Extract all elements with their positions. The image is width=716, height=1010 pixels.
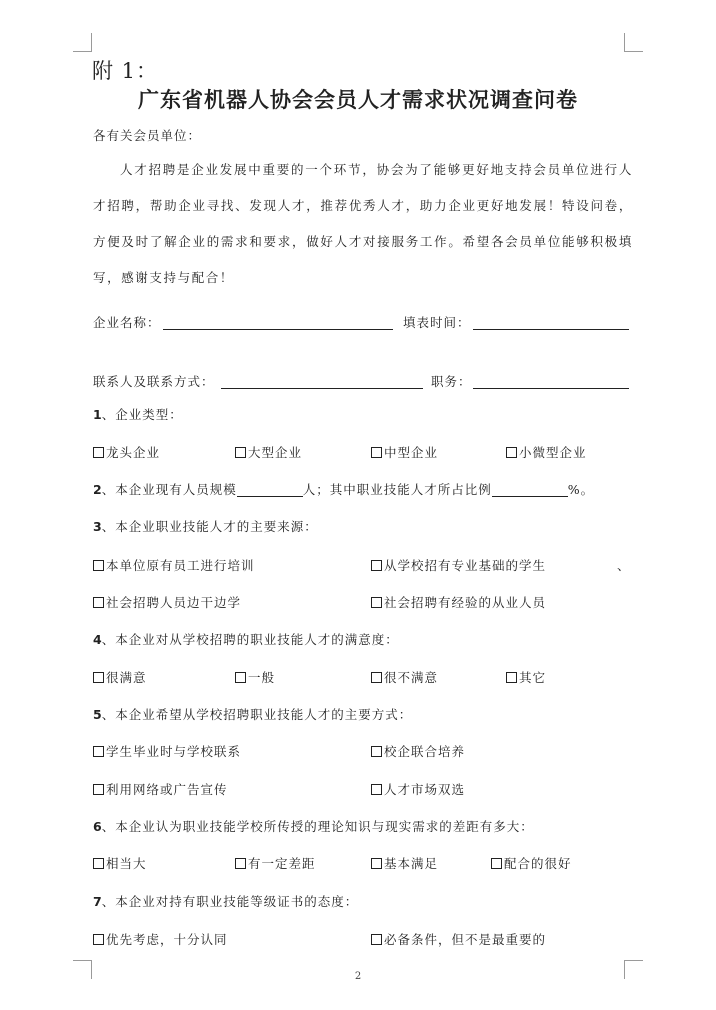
page-number: 2 [354,971,362,982]
checkbox[interactable] [506,672,517,683]
question-5: 5、本企业希望从学校招聘职业技能人才的主要方式： [93,707,413,722]
skilled-ratio-field[interactable] [492,484,568,497]
company-name-field[interactable] [163,317,393,330]
q4-option-1[interactable]: 很满意 [93,668,147,686]
checkbox[interactable] [93,672,104,683]
checkbox[interactable] [371,784,382,795]
fill-time-label: 填表时间： [403,315,471,330]
company-name-label: 企业名称： [93,315,161,330]
checkbox[interactable] [371,746,382,757]
checkbox[interactable] [93,447,104,458]
q3-option-2[interactable]: 从学校招有专业基础的学生 [371,556,546,574]
q7-option-1[interactable]: 优先考虑，十分认同 [93,930,228,948]
question-4: 4、本企业对从学校招聘的职业技能人才的满意度： [93,632,399,647]
checkbox[interactable] [93,858,104,869]
checkbox[interactable] [93,597,104,608]
checkbox[interactable] [371,447,382,458]
q3-option-4[interactable]: 社会招聘有经验的从业人员 [371,593,546,611]
checkbox[interactable] [93,746,104,757]
contact-field[interactable] [221,376,423,389]
crop-mark-top-right [624,33,643,52]
checkbox[interactable] [235,447,246,458]
q1-option-3[interactable]: 中型企业 [371,443,438,461]
contact-info-row [93,372,633,392]
checkbox[interactable] [371,934,382,945]
q6-option-3[interactable]: 基本满足 [371,854,438,872]
salutation: 各有关会员单位： [93,128,202,143]
q5-option-2[interactable]: 校企联合培养 [371,742,465,760]
checkbox[interactable] [491,858,502,869]
checkbox[interactable] [371,672,382,683]
q3-option-1[interactable]: 本单位原有员工进行培训 [93,556,255,574]
checkbox[interactable] [93,934,104,945]
question-3: 3、本企业职业技能人才的主要来源： [93,519,318,534]
question-1: 1、企业类型： [93,407,183,422]
q6-option-4[interactable]: 配合的很好 [491,854,572,872]
intro-paragraph: 人才招聘是企业发展中重要的一个环节，协会为了能够更好地支持会员单位进行人才招聘，帮助企业寻找、发现人才，推荐优秀人才，助力企业更好地发展！特设问卷，方便及时了解企业的需求和要求，做好人才对接服务工作。希望各会员单位能够积极填写，感谢支持与配合！ [93,162,633,285]
checkbox[interactable] [235,672,246,683]
checkbox[interactable] [371,560,382,571]
q5-option-3[interactable]: 利用网络或广告宣传 [93,780,228,798]
q5-option-1[interactable]: 学生毕业时与学校联系 [93,742,241,760]
q4-option-2[interactable]: 一般 [235,668,275,686]
q6-option-1[interactable]: 相当大 [93,854,147,872]
staff-size-field[interactable] [237,484,303,497]
q6-option-2[interactable]: 有一定差距 [235,854,316,872]
document-title: 广东省机器人协会会员人才需求状况调查问卷 [138,87,578,112]
q7-option-2[interactable]: 必备条件，但不是最重要的 [371,930,546,948]
q3-option-3[interactable]: 社会招聘人员边干边学 [93,593,241,611]
q1-option-2[interactable]: 大型企业 [235,443,302,461]
question-2: 2、本企业现有人员规模 人；其中职业技能人才所占比例 %。 [93,482,595,497]
annex-label: 附 1： [92,59,159,83]
question-7: 7、本企业对持有职业技能等级证书的态度： [93,894,359,909]
checkbox[interactable] [506,447,517,458]
contact-label: 联系人及联系方式： [93,374,215,389]
checkbox[interactable] [93,784,104,795]
checkbox[interactable] [371,858,382,869]
position-label: 职务： [431,374,472,389]
q4-option-4[interactable]: 其它 [506,668,546,686]
question-6: 6、本企业认为职业技能学校所传授的理论知识与现实需求的差距有多大： [93,819,534,834]
fill-time-field[interactable] [473,317,629,330]
checkbox[interactable] [235,858,246,869]
q4-option-3[interactable]: 很不满意 [371,668,438,686]
position-field[interactable] [473,376,629,389]
crop-mark-top-left [73,33,92,52]
company-info-row [93,313,633,333]
stray-comma: 、 [617,558,630,573]
checkbox[interactable] [93,560,104,571]
q5-option-4[interactable]: 人才市场双选 [371,780,465,798]
checkbox[interactable] [371,597,382,608]
q1-option-4[interactable]: 小微型企业 [506,443,587,461]
q1-option-1[interactable]: 龙头企业 [93,443,160,461]
